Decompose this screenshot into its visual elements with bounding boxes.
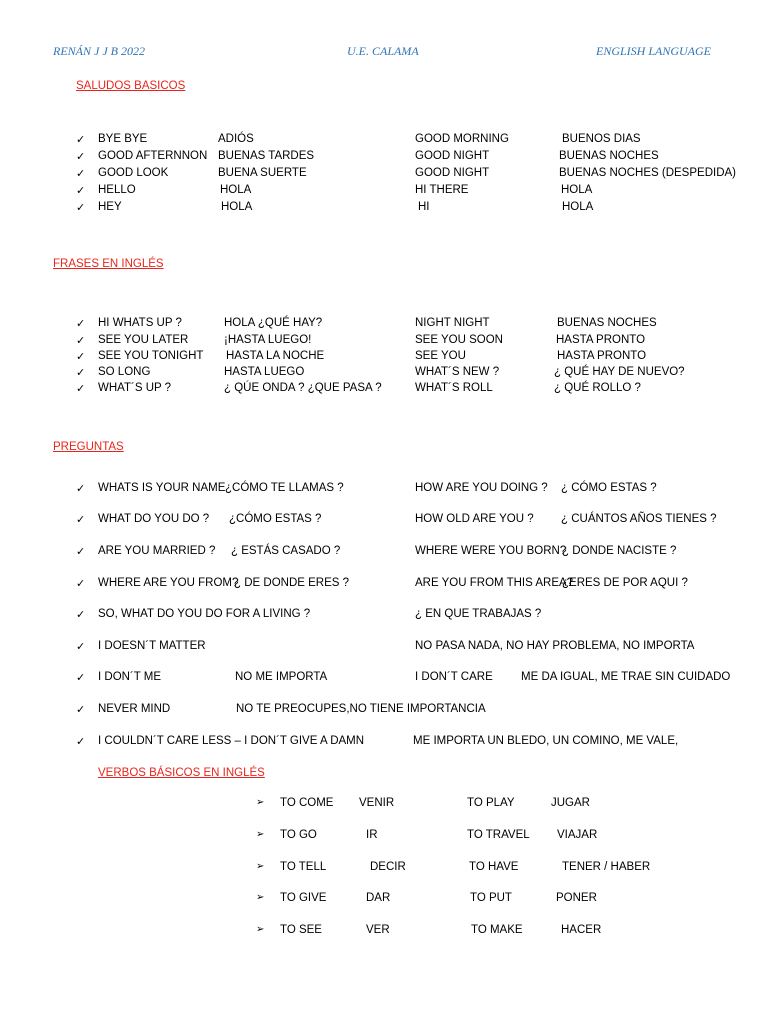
english-verb: TO TELL (280, 861, 327, 873)
spanish-translation: BUENA SUERTE (218, 167, 307, 179)
check-icon: ✓ (76, 704, 86, 716)
check-icon: ✓ (76, 335, 86, 347)
section-title-preguntas: PREGUNTAS (53, 441, 124, 453)
list-item (0, 924, 768, 940)
check-icon: ✓ (76, 185, 86, 197)
english-phrase: I DON´T ME (98, 671, 162, 683)
list-item (0, 334, 768, 350)
english-phrase: I COULDN´T CARE LESS – I DON´T GIVE A DAMN (98, 735, 365, 747)
spanish-translation: NO PASA NADA, NO HAY PROBLEMA, NO IMPORTA (415, 640, 695, 652)
spanish-translation: ME IMPORTA UN BLEDO, UN COMINO, ME VALE, (413, 735, 679, 747)
spanish-translation: ¡HASTA LUEGO! (224, 334, 312, 346)
check-icon: ✓ (76, 151, 86, 163)
spanish-verb: TENER / HABER (562, 861, 651, 873)
spanish-translation: ADIÓS (218, 133, 254, 145)
spanish-translation: HASTA PRONTO (557, 350, 647, 362)
check-icon: ✓ (76, 351, 86, 363)
list-item (0, 482, 768, 498)
english-phrase: HI WHATS UP ? (98, 317, 182, 329)
spanish-translation: ¿ DONDE NACISTE ? (562, 545, 677, 557)
spanish-verb: JUGAR (551, 797, 590, 809)
check-icon: ✓ (76, 202, 86, 214)
header-author: RENÁN J J B 2022 (53, 44, 145, 58)
spanish-translation: BUENAS NOCHES (557, 317, 657, 329)
english-phrase: SEE YOU (415, 350, 466, 362)
list-item (0, 167, 768, 183)
check-icon: ✓ (76, 383, 86, 395)
spanish-translation: NO ME IMPORTA (235, 671, 328, 683)
spanish-translation: ¿CÓMO ESTAS ? (229, 513, 322, 525)
english-phrase: WHAT´S ROLL (415, 382, 493, 394)
english-phrase: NIGHT NIGHT (415, 317, 490, 329)
spanish-translation: BUENAS NOCHES (559, 150, 659, 162)
spanish-translation: HOLA (562, 201, 594, 213)
english-phrase: I DOESN´T MATTER (98, 640, 206, 652)
spanish-translation: ¿ QUÉ HAY DE NUEVO? (554, 366, 685, 378)
spanish-translation: BUENAS TARDES (218, 150, 315, 162)
list-item (0, 366, 768, 382)
list-item (0, 640, 768, 656)
arrow-icon: ➢ (256, 861, 265, 872)
arrow-icon: ➢ (256, 892, 265, 903)
list-item (0, 382, 768, 398)
english-phrase: HEY (98, 201, 122, 213)
spanish-translation: ¿ DE DONDE ERES ? (234, 577, 350, 589)
english-phrase: WHERE ARE YOU FROM? (98, 577, 239, 589)
arrow-icon: ➢ (256, 829, 265, 840)
spanish-translation: ¿ ESTÁS CASADO ? (231, 545, 341, 557)
english-phrase: WHAT´S NEW ? (415, 366, 500, 378)
check-icon: ✓ (76, 367, 86, 379)
english-verb: TO PUT (470, 892, 512, 904)
check-icon: ✓ (76, 641, 86, 653)
list-item (0, 545, 768, 561)
english-phrase: HELLO (98, 184, 136, 196)
english-verb: TO TRAVEL (467, 829, 530, 841)
spanish-verb: VENIR (359, 797, 395, 809)
english-phrase: HOW ARE YOU DOING ? (415, 482, 548, 494)
english-phrase: SEE YOU LATER (98, 334, 189, 346)
section-title-saludos: SALUDOS BASICOS (76, 80, 186, 92)
spanish-translation: ¿ QÚE ONDA ? ¿QUE PASA ? (224, 382, 382, 394)
spanish-verb: DECIR (370, 861, 406, 873)
spanish-translation: ¿ EN QUE TRABAJAS ? (415, 608, 542, 620)
list-item (0, 861, 768, 877)
list-item (0, 797, 768, 813)
spanish-translation: HASTA PRONTO (556, 334, 646, 346)
list-item (0, 513, 768, 529)
english-phrase: ARE YOU FROM THIS AREA? (415, 577, 574, 589)
list-item (0, 350, 768, 366)
english-phrase: BYE BYE (98, 133, 148, 145)
spanish-verb: DAR (366, 892, 391, 904)
spanish-translation: NO TE PREOCUPES,NO TIENE IMPORTANCIA (236, 703, 486, 715)
list-item (0, 608, 768, 624)
check-icon: ✓ (76, 736, 86, 748)
list-item (0, 317, 768, 333)
spanish-translation: HOLA (561, 184, 593, 196)
check-icon: ✓ (76, 134, 86, 146)
english-phrase: GOOD LOOK (98, 167, 169, 179)
list-item (0, 133, 768, 149)
english-phrase: WHAT DO YOU DO ? (98, 513, 210, 525)
spanish-translation: HASTA LUEGO (224, 366, 305, 378)
spanish-verb: IR (366, 829, 378, 841)
english-phrase: SO, WHAT DO YOU DO FOR A LIVING ? (98, 608, 311, 620)
list-item (0, 184, 768, 200)
english-phrase: GOOD MORNING (415, 133, 509, 145)
check-icon: ✓ (76, 168, 86, 180)
english-phrase: I DON´T CARE (415, 671, 493, 683)
check-icon: ✓ (76, 318, 86, 330)
spanish-translation: BUENAS NOCHES (DESPEDIDA) (559, 167, 737, 179)
spanish-translation: HOLA ¿QUÉ HAY? (224, 317, 323, 329)
english-verb: TO GO (280, 829, 317, 841)
english-phrase: GOOD NIGHT (415, 150, 490, 162)
english-phrase: WHATS IS YOUR NAME (98, 482, 226, 494)
english-verb: TO PLAY (467, 797, 515, 809)
list-item (0, 703, 768, 719)
spanish-translation: ¿ CÓMO ESTAS ? (561, 482, 657, 494)
list-item (0, 150, 768, 166)
spanish-verb: VER (366, 924, 390, 936)
spanish-translation: ¿CÓMO TE LLAMAS ? (225, 482, 344, 494)
section-title-frases: FRASES EN INGLÉS (53, 258, 164, 270)
english-phrase: WHAT´S UP ? (98, 382, 172, 394)
check-icon: ✓ (76, 514, 86, 526)
spanish-verb: PONER (556, 892, 597, 904)
english-verb: TO COME (280, 797, 334, 809)
english-phrase: HI (418, 201, 430, 213)
check-icon: ✓ (76, 483, 86, 495)
header-school: U.E. CALAMA (347, 44, 419, 58)
list-item (0, 577, 768, 593)
list-item (0, 735, 768, 751)
english-verb: TO MAKE (471, 924, 523, 936)
spanish-verb: HACER (561, 924, 602, 936)
list-item (0, 201, 768, 217)
english-phrase: ARE YOU MARRIED ? (98, 545, 216, 557)
english-verb: TO GIVE (280, 892, 327, 904)
spanish-translation: BUENOS DIAS (562, 133, 641, 145)
english-phrase: HI THERE (415, 184, 469, 196)
arrow-icon: ➢ (256, 924, 265, 935)
check-icon: ✓ (76, 609, 86, 621)
spanish-translation: ME DA IGUAL, ME TRAE SIN CUIDADO (521, 671, 731, 683)
spanish-translation: HASTA LA NOCHE (226, 350, 325, 362)
english-phrase: GOOD NIGHT (415, 167, 490, 179)
list-item (0, 829, 768, 845)
english-phrase: NEVER MIND (98, 703, 171, 715)
spanish-translation: HOLA (220, 184, 252, 196)
list-item (0, 671, 768, 687)
header-subject: ENGLISH LANGUAGE (596, 44, 712, 58)
english-phrase: WHERE WERE YOU BORN? (415, 545, 567, 557)
section-title-verbos: VERBOS BÁSICOS EN INGLÉS (98, 767, 265, 779)
spanish-translation: ¿ QUÉ ROLLO ? (554, 382, 641, 394)
list-item (0, 892, 768, 908)
spanish-translation: HOLA (221, 201, 253, 213)
english-verb: TO HAVE (469, 861, 519, 873)
check-icon: ✓ (76, 546, 86, 558)
english-phrase: SEE YOU SOON (415, 334, 503, 346)
english-phrase: SO LONG (98, 366, 151, 378)
check-icon: ✓ (76, 672, 86, 684)
english-phrase: SEE YOU TONIGHT (98, 350, 204, 362)
english-phrase: HOW OLD ARE YOU ? (415, 513, 534, 525)
english-verb: TO SEE (280, 924, 322, 936)
arrow-icon: ➢ (256, 797, 265, 808)
check-icon: ✓ (76, 578, 86, 590)
spanish-translation: ¿ERES DE POR AQUI ? (562, 577, 688, 589)
spanish-translation: ¿ CUÁNTOS AÑOS TIENES ? (561, 513, 717, 525)
spanish-verb: VIAJAR (557, 829, 598, 841)
english-phrase: GOOD AFTERNNON (98, 150, 208, 162)
